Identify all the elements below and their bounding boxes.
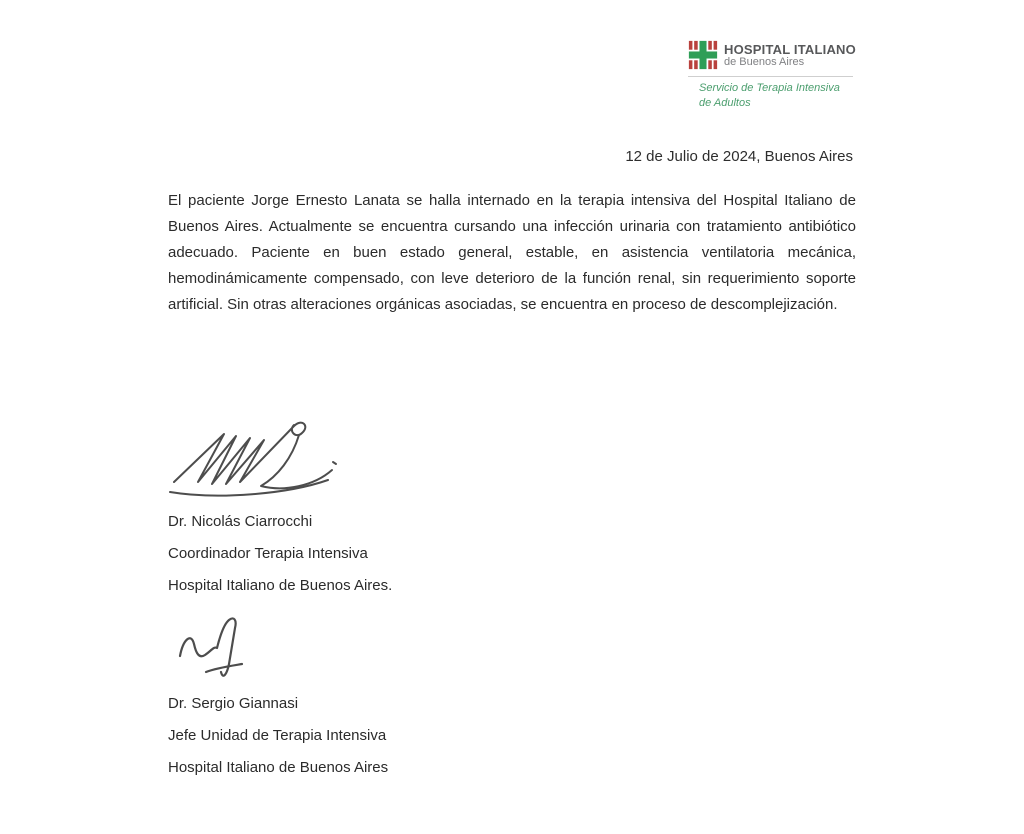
service-department <box>688 81 853 111</box>
signer-title: Jefe Unidad de Terapia Intensiva <box>168 727 387 744</box>
signature-ciarrocchi-image <box>166 418 344 506</box>
signer-name: Dr. Sergio Giannasi <box>168 695 299 712</box>
signer-name: Dr. Nicolás Ciarrocchi <box>168 513 313 530</box>
service-line-1: Servicio de Terapia Intensiva <box>699 82 840 94</box>
signer-title: Coordinador Terapia Intensiva <box>168 545 368 562</box>
signer-org: Hospital Italiano de Buenos Aires. <box>168 577 393 594</box>
signature-block-ciarrocchi <box>168 506 392 602</box>
signature-giannasi-image <box>174 614 260 694</box>
signer-org: Hospital Italiano de Buenos Aires <box>168 759 389 776</box>
letter-body: El paciente Jorge Ernesto Lanata se halla internado en la terapia intensiva del Hospital Italiano de Buenos Aires. Actualmente se encuentra cursando una infección urinaria con tratamiento antibiótico adecuado. Paciente en buen estado general, estable, en asistencia ventilatoria mecánica, hemodinámicamente compensado, con leve deterioro de la función renal, sin requerimiento soporte artificial. Sin otras alteraciones orgánicas asociadas, se encuentra en proceso de descomplejización. <box>168 192 856 313</box>
logo-text <box>724 40 856 68</box>
logo-row <box>688 40 856 77</box>
date-line: 12 de Julio de 2024, Buenos Aires <box>625 148 853 165</box>
signature-block-giannasi <box>168 688 388 784</box>
service-line-2: de Adultos <box>699 96 751 109</box>
hospital-cross-icon <box>688 40 718 70</box>
hospital-logo <box>688 40 856 111</box>
logo-subtitle: de Buenos Aires <box>724 55 805 68</box>
logo-title: HOSPITAL ITALIANO <box>724 42 856 57</box>
